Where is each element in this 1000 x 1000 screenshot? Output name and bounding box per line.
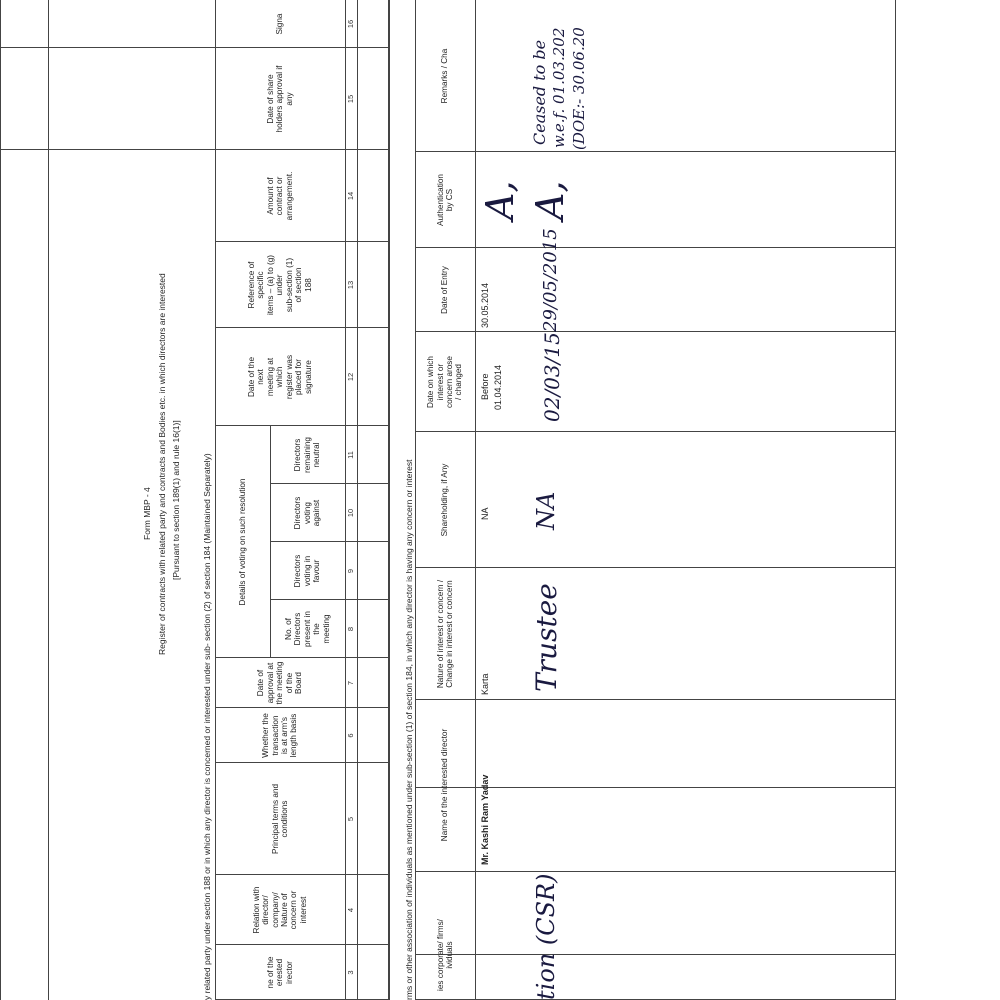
part-a-caption: y related party under section 188 or in which any director is concerned or interested under sub- section (2) of section 184 (Maintained Separately)	[202, 453, 212, 1000]
part-b-caption: rms or other association of individuals as mentioned under sub-section (1) of section 184, in which any director is having any concern or interest	[404, 459, 414, 1000]
form-title: Register of contracts with related party and contracts and Bodies etc. in which directors are interested	[157, 273, 167, 655]
header-next-meeting: Date of the next meeting at which register was placed for signature	[247, 354, 313, 400]
header-voting-favour: Directors voting in favour	[293, 554, 322, 588]
column-number: 3	[346, 970, 355, 975]
header-interested-director: Name of the interested director	[440, 728, 450, 842]
header-approval-date: Date of approval at the meeting of the Board	[256, 661, 304, 705]
header-voting-against: Directors voting against	[293, 496, 322, 530]
header-authentication: Authentication by CS	[435, 174, 454, 226]
column-number: 13	[346, 280, 355, 290]
authentication-signature: A,	[528, 180, 572, 220]
column-number: 16	[346, 19, 355, 29]
nature-of-interest: Karta	[480, 673, 490, 695]
remarks-line: Ceased to be	[530, 39, 549, 145]
director-name: Mr. Kashi Ram Yadav	[480, 774, 490, 865]
column-number: 6	[346, 733, 355, 738]
entity-name: tion (CSR)	[532, 873, 560, 1000]
date-interest-arose: 02/03/15	[540, 332, 564, 422]
column-number: 14	[346, 191, 355, 201]
date-of-entry: 29/05/2015	[540, 228, 561, 332]
column-number: 4	[346, 907, 355, 913]
header-date-entry: Date of Entry	[440, 266, 450, 314]
column-number: 11	[346, 451, 355, 459]
header-bodies-corporate: ies corporate/ firms/ ividuals	[435, 919, 454, 991]
header-principal-terms: Principal terms and conditions	[270, 783, 289, 855]
form-subtitle: [Pursuant to section 189(1) and rule 16(1)]	[171, 420, 181, 580]
column-number: 15	[346, 94, 355, 104]
header-shareholding: Shareholding, if Any	[440, 463, 450, 537]
shareholding: NA	[532, 491, 560, 530]
column-number: 8	[346, 626, 355, 632]
header-voting-details: Details of voting on such resolution	[237, 478, 247, 606]
header-arms-length: Whether the transaction is at arm's length basis	[261, 713, 299, 758]
remarks-line: (DOE:- 30.06.20	[570, 27, 588, 150]
header-reference-items: Reference of specific items – (a) to (g) under sub-section (1) of section 188	[247, 254, 313, 316]
column-number: 7	[346, 680, 355, 686]
remarks-line: w.e.f. 01.03.202	[550, 27, 568, 148]
nature-of-interest: Trustee	[530, 583, 563, 692]
header-signature: Signa	[275, 13, 285, 35]
header-remaining-neutral: Directors remaining neutral	[293, 437, 322, 473]
header-shareholder-approval: Date of share holders approval if any	[265, 65, 294, 133]
header-directors-present: No. of Directors present in the meeting	[283, 611, 331, 647]
form-name: Form MBP - 4	[142, 487, 152, 540]
date-interest-arose: Before	[480, 373, 490, 400]
header-remarks: Remarks / Cha	[440, 48, 450, 104]
header-director-name: ne of the erested irector	[265, 956, 294, 989]
column-number: 5	[346, 816, 355, 822]
header-amount: Amount of contract or arrangement.	[265, 171, 294, 221]
header-nature-interest: Nature of interest or concern / Change in interest or concern	[435, 579, 454, 689]
header-relation: Relation with director/ company/ Nature of concern or interest	[251, 886, 308, 934]
authentication-signature: A,	[478, 180, 522, 220]
column-number: 9	[346, 568, 355, 574]
date-of-entry: 30.05.2014	[480, 282, 490, 328]
shareholding: NA	[480, 507, 490, 520]
column-number: 10	[346, 508, 355, 518]
date-interest-arose: 01.04.2014	[493, 364, 503, 410]
column-number: 12	[346, 372, 355, 382]
header-date-interest: Date on which interest or concern arose / changed	[426, 356, 464, 408]
